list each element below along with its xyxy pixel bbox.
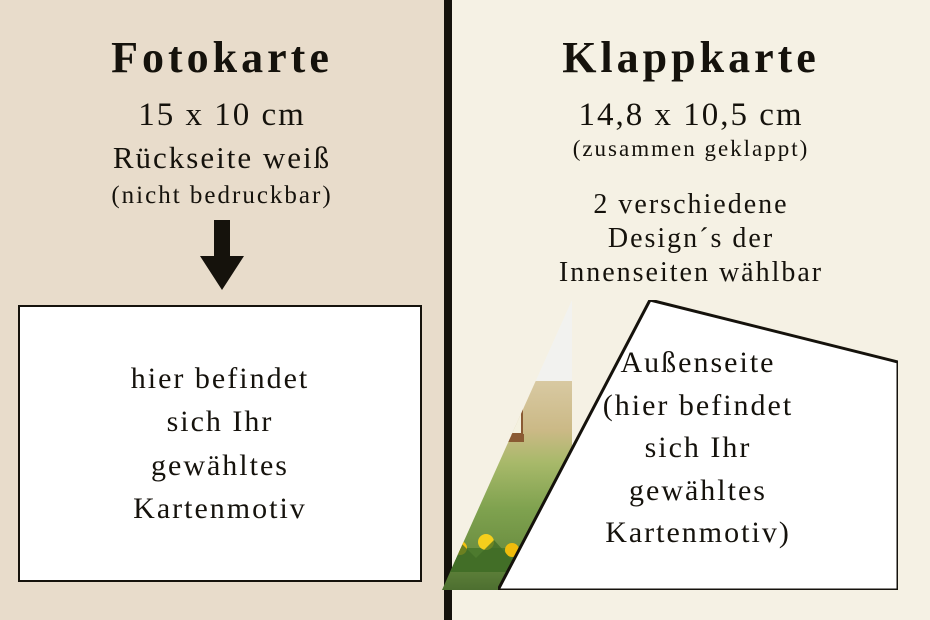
- klappkarte-card-line-1: Außenseite: [620, 346, 776, 379]
- lantern-number: 50: [498, 413, 514, 430]
- klappkarte-designs-note: [452, 188, 930, 290]
- klappkarte-card-line-3: sich Ihr: [644, 431, 752, 465]
- fotokarte-card-line-1: hier befindet: [130, 361, 310, 395]
- klappkarte-designs-line-1: 2 verschiedene: [593, 189, 789, 220]
- fotokarte-card-preview: [18, 305, 422, 582]
- klappkarte-outer-face: [498, 300, 898, 590]
- arrow-container: [0, 220, 444, 292]
- fotokarte-card-text: [131, 357, 309, 531]
- klappkarte-size: 14,8 x 10,5 cm: [578, 97, 804, 133]
- klappkarte-card-preview: [442, 300, 920, 590]
- down-arrow-icon: [194, 220, 250, 292]
- page-title-fotokarte: Fotokarte: [111, 33, 333, 82]
- page-title-klappkarte: Klappkarte: [562, 33, 820, 82]
- lantern-pole-icon: [476, 360, 486, 400]
- klappkarte-card-text: [498, 342, 898, 555]
- panel-fotokarte: [0, 0, 444, 620]
- klappkarte-card-line-5: Kartenmotiv): [605, 516, 791, 550]
- fotokarte-size: 15 x 10 cm: [138, 97, 306, 133]
- panel-klappkarte: [452, 0, 930, 620]
- fotokarte-card-line-4: Kartenmotiv: [133, 492, 307, 525]
- fotokarte-backside: Rückseite weiß: [112, 140, 332, 175]
- fotokarte-not-printable: (nicht bedruckbar): [111, 182, 333, 209]
- fotokarte-card-line-3: gewähltes: [151, 448, 289, 482]
- klappkarte-card-line-2: (hier befindet: [602, 388, 794, 422]
- klappkarte-designs-line-2: Design´s der: [607, 223, 775, 255]
- klappkarte-designs-line-3: Innenseiten wählbar: [558, 257, 824, 289]
- klappkarte-card-line-4: gewähltes: [629, 473, 767, 507]
- fotokarte-card-line-2: sich Ihr: [166, 405, 274, 438]
- klappkarte-folded-note: (zusammen geklappt): [572, 136, 810, 161]
